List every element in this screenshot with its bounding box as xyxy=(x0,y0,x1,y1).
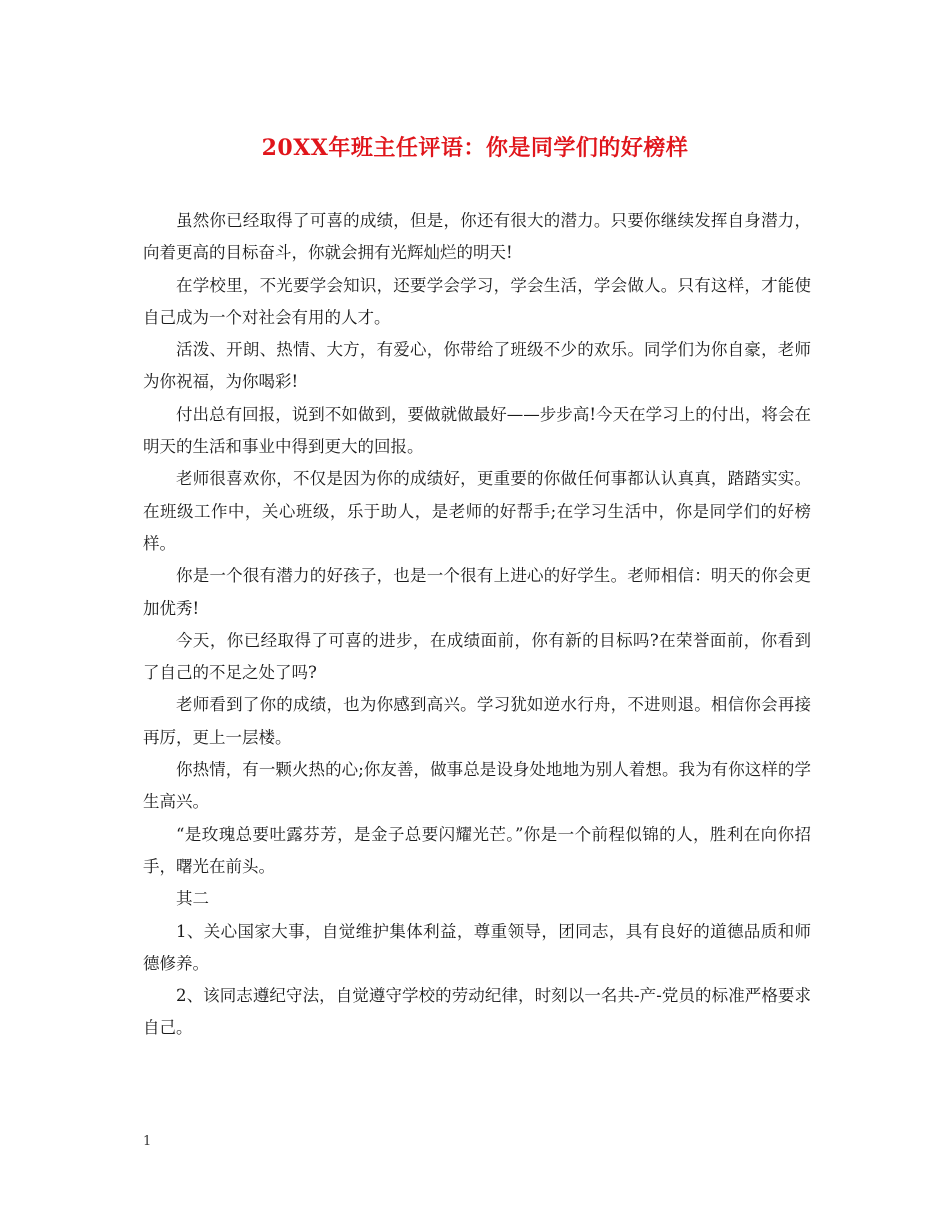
paragraph: 老师很喜欢你，不仅是因为你的成绩好，更重要的你做任何事都认认真真，踏踏实实。在班级工作中，关心班级，乐于助人，是老师的好帮手;在学习生活中，你是同学们的好榜样。 xyxy=(143,469,811,553)
paragraph: “是玫瑰总要吐露芬芳，是金子总要闪耀光芒。”你是一个前程似锦的人，胜利在向你招手，曙光在前头。 xyxy=(143,824,811,876)
list-item: 2、该同志遵纪守法，自觉遵守学校的劳动纪律，时刻以一名共-产-党员的标准严格要求自己。 xyxy=(143,986,811,1038)
paragraph: 付出总有回报，说到不如做到，要做就做最好——步步高!今天在学习上的付出，将会在明天的生活和事业中得到更大的回报。 xyxy=(143,404,811,457)
paragraph: 今天，你已经取得了可喜的进步，在成绩面前，你有新的目标吗?在荣誉面前，你看到了自己的不足之处了吗? xyxy=(143,630,811,683)
paragraph: 老师看到了你的成绩，也为你感到高兴。学习犹如逆水行舟，不进则退。相信你会再接再厉，更上一层楼。 xyxy=(143,695,811,747)
section-heading: 其二 xyxy=(176,889,209,909)
paragraph: 你是一个很有潜力的好孩子，也是一个很有上进心的好学生。老师相信：明天的你会更加优秀! xyxy=(143,566,811,618)
page-number: 1 xyxy=(143,1134,152,1149)
list-item: 1、关心国家大事，自觉维护集体利益，尊重领导，团同志，具有良好的道德品质和师德修养。 xyxy=(143,921,811,973)
document-title: 20XX年班主任评语：你是同学们的好榜样 xyxy=(261,135,689,161)
paragraph: 活泼、开朗、热情、大方，有爱心，你带给了班级不少的欢乐。同学们为你自豪，老师为你祝福，为你喝彩! xyxy=(143,340,811,392)
paragraph: 你热情，有一颗火热的心;你友善，做事总是设身处地地为别人着想。我为有你这样的学生高兴。 xyxy=(143,760,811,812)
document-body xyxy=(143,205,811,1045)
paragraph: 在学校里，不光要学会知识，还要学会学习，学会生活，学会做人。只有这样，才能使自己成为一个对社会有用的人才。 xyxy=(143,275,811,327)
paragraph: 虽然你已经取得了可喜的成绩，但是，你还有很大的潜力。只要你继续发挥自身潜力，向着更高的目标奋斗，你就会拥有光辉灿烂的明天! xyxy=(143,211,811,263)
